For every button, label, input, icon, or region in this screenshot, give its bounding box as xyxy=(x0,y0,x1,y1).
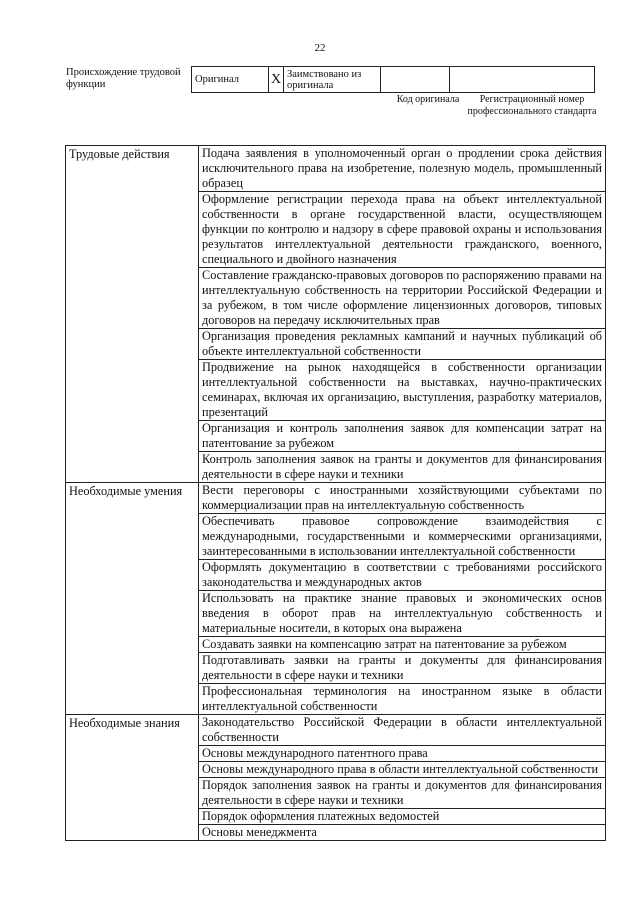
table-row xyxy=(66,146,606,192)
reg-number-cell xyxy=(450,67,595,93)
section-item: Обеспечивать правовое сопровождение взаимодействия с международными, государственными и коммерческими организациями, заинтересованными в использовании интеллектуальной собственности xyxy=(199,514,606,560)
section-item: Порядок заполнения заявок на гранты и документов для финансирования деятельности в сфере науки и техники xyxy=(199,778,606,809)
original-mark: X xyxy=(269,67,284,93)
section-item: Продвижение на рынок находящейся в собственности организации интеллектуальной собственности на выставках, научно-практических семинарах, включая их организацию, выступления, разработку материалов, презентаций xyxy=(199,360,606,421)
origin-label: Происхождение трудовой функции xyxy=(66,67,181,90)
origin-table xyxy=(191,66,595,93)
code-cell xyxy=(381,67,450,93)
section-label: Необходимые знания xyxy=(66,715,199,841)
code-caption: Код оригинала xyxy=(396,94,460,105)
section-item: Основы международного права в области интеллектуальной собственности xyxy=(199,762,606,778)
function-table xyxy=(65,145,606,841)
reg-number-caption: Регистрационный номер профессионального стандарта xyxy=(467,94,597,117)
section-item: Составление гражданско-правовых договоров по распоряжению правами на интеллектуальную собственность на территории Российской Федерации и за рубежом, в том числе оформление лицензионных договоров, типовых договоров на передачу исключительных прав xyxy=(199,268,606,329)
section-item: Организация и контроль заполнения заявок для компенсации затрат на патентование за рубежом xyxy=(199,421,606,452)
original-cell: Оригинал xyxy=(192,67,269,93)
table-row xyxy=(66,483,606,514)
section-label: Необходимые умения xyxy=(66,483,199,715)
section-item: Оформление регистрации перехода права на объект интеллектуальной собственности в органе государственной власти, осуществляющем функции по контролю и надзору в сфере правовой охраны и использования результатов интеллектуальной деятельности гражданского, военного, специального и двойного назначения xyxy=(199,192,606,268)
section-item: Подготавливать заявки на гранты и документы для финансирования деятельности в сфере науки и техники xyxy=(199,653,606,684)
section-item: Вести переговоры с иностранными хозяйствующими субъектами по коммерциализации прав на интеллектуальную собственность xyxy=(199,483,606,514)
table-row xyxy=(66,715,606,746)
section-item: Создавать заявки на компенсацию затрат на патентование за рубежом xyxy=(199,637,606,653)
section-item: Профессиональная терминология на иностранном языке в области интеллектуальной собственности xyxy=(199,684,606,715)
section-item: Организация проведения рекламных кампаний и научных публикаций об объекте интеллектуальной собственности xyxy=(199,329,606,360)
borrowed-cell: Заимствовано из оригинала xyxy=(284,67,381,93)
section-label: Трудовые действия xyxy=(66,146,199,483)
section-item: Основы менеджмента xyxy=(199,825,606,841)
section-item: Оформлять документацию в соответствии с требованиями российского законодательства и международных актов xyxy=(199,560,606,591)
section-item: Порядок оформления платежных ведомостей xyxy=(199,809,606,825)
section-item: Основы международного патентного права xyxy=(199,746,606,762)
section-item: Законодательство Российской Федерации в области интеллектуальной собственности xyxy=(199,715,606,746)
section-item: Подача заявления в уполномоченный орган о продлении срока действия исключительного права на изобретение, полезную модель, промышленный образец xyxy=(199,146,606,192)
page-number: 22 xyxy=(314,42,326,54)
section-item: Контроль заполнения заявок на гранты и документов для финансирования деятельности в сфере науки и техники xyxy=(199,452,606,483)
section-item: Использовать на практике знание правовых и экономических основ введения в оборот прав на интеллектуальную собственность и материальные носители, в которых она выражена xyxy=(199,591,606,637)
